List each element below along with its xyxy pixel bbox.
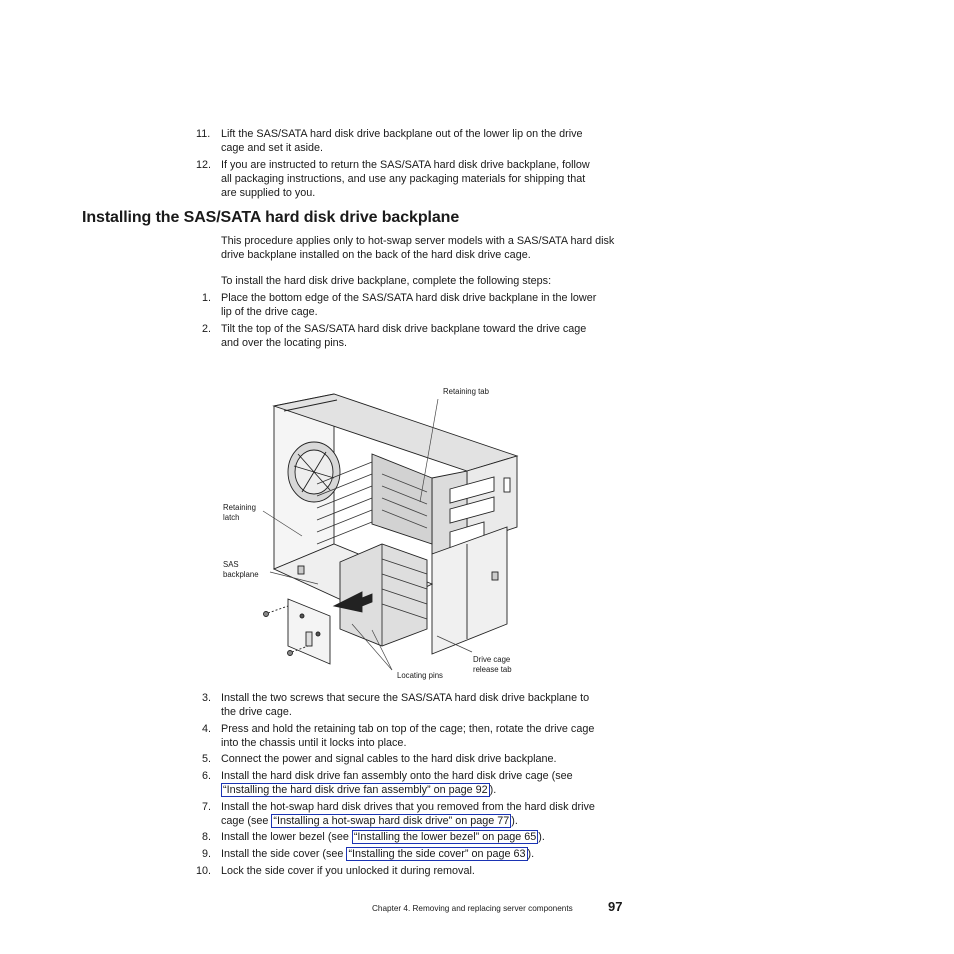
callout-line: Drive cage [473, 655, 511, 664]
link-prefix: cage (see [221, 815, 272, 827]
link-suffix: ). [538, 831, 545, 843]
page-number: 97 [608, 899, 623, 914]
step-text-line: If you are instructed to return the SAS/SATA hard disk drive backplane, follow [221, 159, 590, 171]
link-suffix: ). [489, 784, 497, 796]
step-text-line: and over the locating pins. [221, 337, 348, 349]
step-text-line: all packaging instructions, and use any packaging materials for shipping that [221, 173, 586, 185]
intro-line: This procedure applies only to hot-swap server models with a SAS/SATA hard disk [221, 235, 615, 247]
link-install-hot-swap-drive[interactable]: “Installing a hot-swap hard disk drive” on page 77 [273, 815, 510, 827]
step-text-line: Connect the power and signal cables to the hard disk drive backplane. [221, 753, 557, 765]
chassis-drawing [222, 384, 532, 684]
step-number: 4. [202, 723, 212, 735]
step-number: 9. [202, 848, 212, 860]
step-number: 8. [202, 831, 212, 843]
step-number: 12. [196, 159, 212, 171]
callout-locating-pins: Locating pins [397, 671, 443, 680]
callout-drive-cage-release-tab [473, 655, 512, 674]
step-number: 3. [202, 692, 212, 704]
intro-line: drive backplane installed on the back of the hard disk drive cage. [221, 249, 531, 261]
step-number: 7. [202, 801, 212, 813]
link-install-lower-bezel[interactable]: “Installing the lower bezel” on page 65 [353, 831, 537, 843]
step-number: 2. [202, 323, 212, 335]
step-text-line: into the chassis until it locks into place. [221, 737, 407, 749]
callout-line: backplane [223, 569, 259, 579]
step-text-line: Place the bottom edge of the SAS/SATA hard disk drive backplane in the lower [221, 292, 597, 304]
step-number: 1. [202, 292, 212, 304]
step-number: 5. [202, 753, 212, 765]
footer-chapter: Chapter 4. Removing and replacing server components [372, 904, 573, 913]
step-text-line: Install the hard disk drive fan assembly onto the hard disk drive cage (see [221, 770, 573, 782]
step-text-line: are supplied to you. [221, 187, 316, 199]
link-install-fan-assembly[interactable]: “Installing the hard disk drive fan assembly” on page 92 [223, 784, 488, 796]
link-suffix: ). [511, 815, 518, 827]
step-text-line: Lift the SAS/SATA hard disk drive backplane out of the lower lip on the drive [221, 128, 583, 140]
callout-line: SAS [223, 560, 239, 569]
step-text-line: Press and hold the retaining tab on top of the cage; then, rotate the drive cage [221, 723, 595, 735]
intro-paragraph [221, 234, 631, 262]
step-text-line: Lock the side cover if you unlocked it during removal. [221, 865, 475, 877]
step-text-line: lip of the drive cage. [221, 306, 318, 318]
callout-line: latch [223, 512, 240, 522]
link-prefix: Install the side cover (see [221, 848, 347, 860]
callout-line: Retaining [223, 503, 256, 512]
server-chassis-illustration [222, 384, 532, 684]
step-text-line: cage and set it aside. [221, 142, 324, 154]
link-prefix: Install the lower bezel (see [221, 831, 352, 843]
callout-retaining-latch [223, 503, 256, 522]
callout-line: release tab [473, 664, 512, 674]
step-number: 6. [202, 770, 212, 782]
section-heading: Installing the SAS/SATA hard disk drive backplane [82, 209, 460, 226]
link-install-side-cover[interactable]: “Installing the side cover” on page 63 [348, 848, 526, 860]
step-number: 11. [196, 128, 211, 140]
callout-retaining-tab: Retaining tab [443, 387, 489, 396]
step-text-line: Install the hot-swap hard disk drives that you removed from the hard disk drive [221, 801, 595, 813]
step-text-line: Install the two screws that secure the SAS/SATA hard disk drive backplane to [221, 692, 590, 704]
steps-intro: To install the hard disk drive backplane, complete the following steps: [221, 275, 552, 287]
step-number: 10. [196, 865, 212, 877]
callout-sas-backplane [223, 560, 259, 579]
link-suffix: ). [527, 848, 535, 860]
step-text-line: Tilt the top of the SAS/SATA hard disk drive backplane toward the drive cage [221, 323, 587, 335]
step-text-line: the drive cage. [221, 706, 292, 718]
